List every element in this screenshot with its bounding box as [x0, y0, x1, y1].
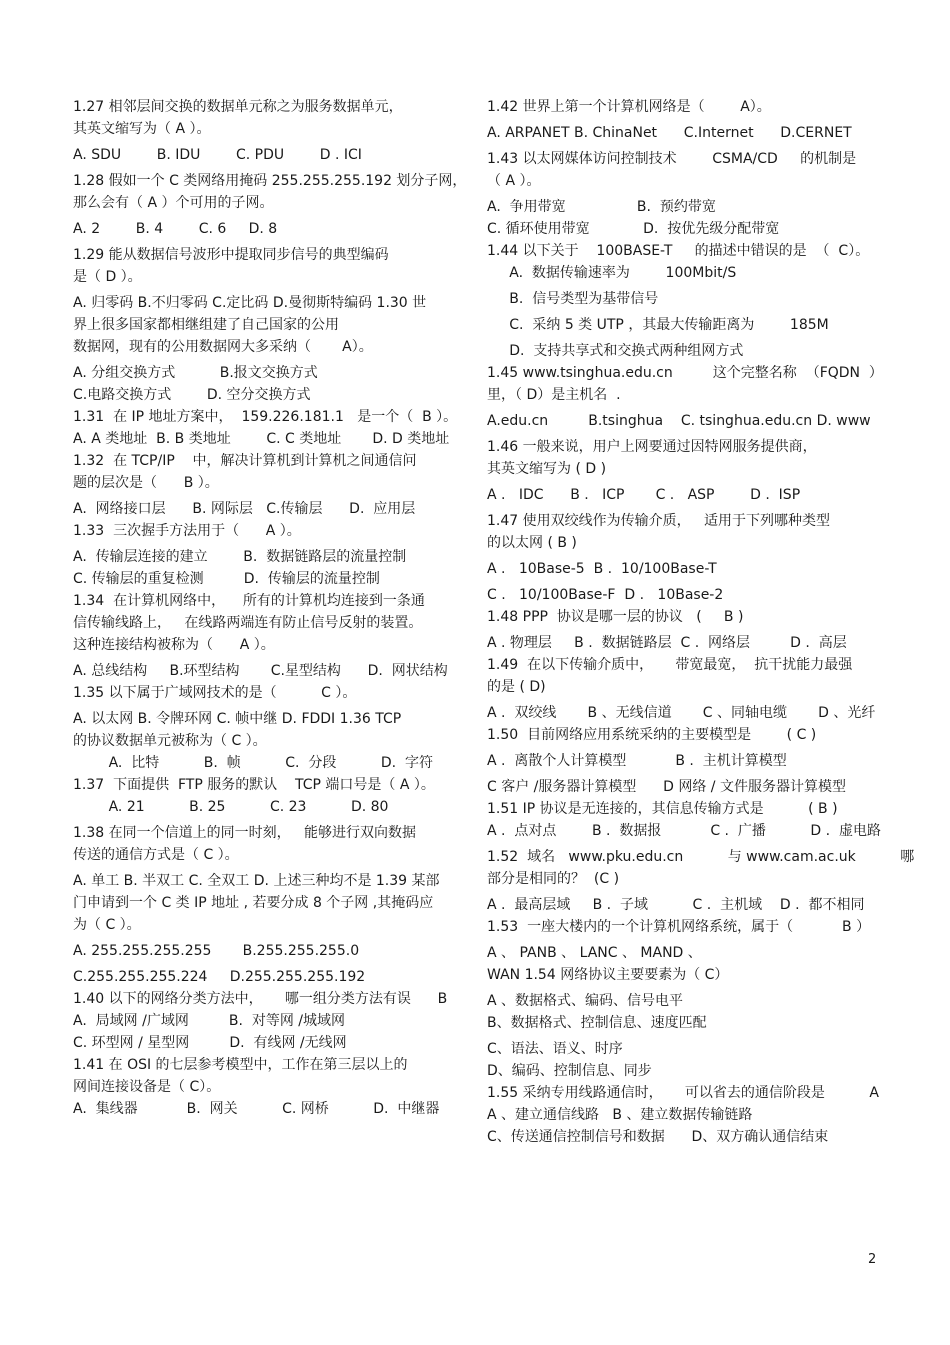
- text-line: 数据网，现有的公用数据网大多采纳（ A）。: [73, 339, 373, 355]
- text-line: 题的层次是（ B ）。: [73, 475, 219, 491]
- text-line: A. 单工 B. 半双工 C. 全双工 D. 上述三种均不是 1.39 某部: [73, 873, 440, 889]
- right-column: [487, 96, 915, 1148]
- text-line: 的是 ( D): [487, 679, 546, 695]
- text-line: C、语法、语义、时序: [487, 1041, 623, 1057]
- text-line: A. 数据传输速率为 100Mbit/S: [487, 265, 737, 281]
- text-line: A. SDU B. IDU C. PDU D . ICI: [73, 147, 362, 163]
- text-line: C. 传输层的重复检测 D. 传输层的流量控制: [73, 571, 380, 587]
- text-line: A . 最高层域 B . 子域 C . 主机域 D . 都不相同: [487, 897, 865, 913]
- text-line: A. ARPANET B. ChinaNet C.Internet D.CERNET: [487, 125, 852, 141]
- text-line: A. 传输层连接的建立 B. 数据链路层的流量控制: [73, 549, 407, 565]
- text-line: 1.37 下面提供 FTP 服务的默认 TCP 端口号是（ A ）。: [73, 777, 435, 793]
- text-line: A. 以太网 B. 令牌环网 C. 帧中继 D. FDDI 1.36 TCP: [73, 711, 402, 727]
- text-line: WAN 1.54 网络协议主要要素为（ C）: [487, 967, 729, 983]
- text-line: 1.27 相邻层间交换的数据单元称之为服务数据单元，: [73, 99, 403, 115]
- text-line: C 客户 /服务器计算模型 D 网络 / 文件服务器计算模型: [487, 779, 846, 795]
- text-line: 其英文缩写为（ A ）。: [73, 121, 211, 137]
- text-line: A. 争用带宽 B. 预约带宽: [487, 199, 716, 215]
- text-line: 1.49 在以下传输介质中， 带宽最宽， 抗干扰能力最强: [487, 657, 853, 673]
- text-line: A . 点对点 B . 数据报 C . 广播 D . 虚电路: [487, 823, 881, 839]
- text-line: A . 物理层 B . 数据链路层 C . 网络层 D . 高层: [487, 635, 847, 651]
- text-line: 其英文缩写为 ( D ): [487, 461, 607, 477]
- text-line: 1.55 采纳专用线路通信时， 可以省去的通信阶段是 A: [487, 1085, 879, 1101]
- text-line: 1.50 目前网络应用系统采纳的主要模型是 ( C ): [487, 727, 817, 743]
- text-line: 1.31 在 IP 地址方案中， 159.226.181.1 是一个（ B ）。: [73, 409, 458, 425]
- text-line: 这种连接结构被称为（ A ）。: [73, 637, 275, 653]
- text-line: 1.48 PPP 协议是哪一层的协议 ( B ): [487, 609, 744, 625]
- text-line: 1.46 一般来说，用户上网要通过因特网服务提供商，: [487, 439, 817, 455]
- text-line: C.电路交换方式 D. 空分交换方式: [73, 387, 311, 403]
- text-line: A. 总线结构 B.环型结构 C.星型结构 D. 网状结构: [73, 663, 448, 679]
- text-line: 信传输线路上， 在线路两端连有防止信号反射的装置。: [73, 615, 423, 631]
- text-line: A.edu.cn B.tsinghua C. tsinghua.edu.cn D. www: [487, 413, 871, 429]
- text-line: C、传送通信控制信号和数据 D、双方确认通信结束: [487, 1129, 829, 1145]
- text-line: A. 集线器 B. 网关 C. 网桥 D. 中继器: [73, 1101, 440, 1117]
- text-line: A. 分组交换方式 B.报文交换方式: [73, 365, 318, 381]
- text-line: 1.42 世界上第一个计算机网络是（ A）。: [487, 99, 771, 115]
- text-line: A. 2 B. 4 C. 6 D. 8: [73, 221, 278, 237]
- text-line: C . 10/100Base-F D . 10Base-2: [487, 587, 724, 603]
- text-line: C. 环型网 / 星型网 D. 有线网 /无线网: [73, 1035, 347, 1051]
- text-line: D. 支持共享式和交换式两种组网方式: [487, 343, 744, 359]
- text-line: A. 网络接口层 B. 网际层 C.传输层 D. 应用层: [73, 501, 416, 517]
- text-line: （ A ）。: [487, 173, 541, 189]
- text-line: A. 归零码 B.不归零码 C.定比码 D.曼彻斯特编码 1.30 世: [73, 295, 427, 311]
- text-line: 1.33 三次握手方法用于（ A ）。: [73, 523, 301, 539]
- text-line: 1.41 在 OSI 的七层参考模型中，工作在第三层以上的: [73, 1057, 408, 1073]
- text-line: 1.34 在计算机网络中， 所有的计算机均连接到一条通: [73, 593, 425, 609]
- text-line: A. A 类地址 B. B 类地址 C. C 类地址 D. D 类地址: [73, 431, 450, 447]
- text-line: 界上很多国家都相继组建了自己国家的公用: [73, 317, 339, 333]
- text-line: A 、数据格式、编码、信号电平: [487, 993, 684, 1009]
- text-line: 网间连接设备是（ C）。: [73, 1079, 221, 1095]
- text-line: 1.40 以下的网络分类方法中， 哪一组分类方法有误 B: [73, 991, 448, 1007]
- text-line: A. 255.255.255.255 B.255.255.255.0: [73, 943, 360, 959]
- text-line: 那么会有（ A ）个可用的子网。: [73, 195, 274, 211]
- text-line: 1.44 以下关于 100BASE-T 的描述中错误的是 （ C）。: [487, 243, 870, 259]
- text-line: 1.38 在同一个信道上的同一时刻， 能够进行双向数据: [73, 825, 416, 841]
- text-line: 是（ D ）。: [73, 269, 142, 285]
- text-line: 1.29 能从数据信号波形中提取同步信号的典型编码: [73, 247, 389, 263]
- text-line: 1.52 域名 www.pku.edu.cn 与 www.cam.ac.uk 哪: [487, 849, 915, 865]
- text-line: A. 比特 B. 帧 C. 分段 D. 字符: [73, 755, 434, 771]
- text-line: C.255.255.255.224 D.255.255.255.192: [73, 969, 366, 985]
- text-line: A . 10Base-5 B . 10/100Base-T: [487, 561, 717, 577]
- text-line: B. 信号类型为基带信号: [487, 291, 659, 307]
- text-line: 的协议数据单元被称为（ C ）。: [73, 733, 267, 749]
- text-line: 门申请到一个 C 类 IP 地址 , 若要分成 8 个子网 ,其掩码应: [73, 895, 434, 911]
- text-line: B、数据格式、控制信息、速度匹配: [487, 1015, 707, 1031]
- left-column: [73, 96, 468, 1120]
- text-line: 1.47 使用双绞线作为传输介质， 适用于下列哪种类型: [487, 513, 830, 529]
- text-line: 1.32 在 TCP/IP 中，解决计算机到计算机之间通信问: [73, 453, 417, 469]
- text-line: 1.51 IP 协议是无连接的，其信息传输方式是 ( B ): [487, 801, 838, 817]
- text-line: C. 循环使用带宽 D. 按优先级分配带宽: [487, 221, 780, 237]
- page-number: 2: [868, 1252, 877, 1267]
- text-line: A. 局域网 /广域网 B. 对等网 /城域网: [73, 1013, 346, 1029]
- text-line: 1.43 以太网媒体访问控制技术 CSMA/CD 的机制是: [487, 151, 857, 167]
- text-line: 1.53 一座大楼内的一个计算机网络系统，属于（ B ）: [487, 919, 871, 935]
- text-line: A. 21 B. 25 C. 23 D. 80: [73, 799, 389, 815]
- text-line: 部分是相同的？ (C ): [487, 871, 620, 887]
- text-line: 1.45 www.tsinghua.edu.cn 这个完整名称 （FQDN ）: [487, 365, 883, 381]
- text-line: A . 双绞线 B 、无线信道 C 、同轴电缆 D 、光纤: [487, 705, 876, 721]
- text-line: A 、建立通信线路 B 、建立数据传输链路: [487, 1107, 753, 1123]
- text-line: C. 采纳 5 类 UTP ，其最大传输距离为 185M: [487, 317, 829, 333]
- text-line: A 、 PANB 、 LANC 、 MAND 、: [487, 945, 702, 961]
- text-line: D、编码、控制信息、同步: [487, 1063, 652, 1079]
- text-line: 1.28 假如一个 C 类网络用掩码 255.255.255.192 划分子网，: [73, 173, 467, 189]
- text-line: 为（ C ）。: [73, 917, 141, 933]
- text-line: 的以太网 ( B ): [487, 535, 577, 551]
- text-line: A . 离散个人计算模型 B . 主机计算模型: [487, 753, 787, 769]
- text-line: A . IDC B . ICP C . ASP D . ISP: [487, 487, 801, 503]
- text-line: 里，（ D）是主机名 .: [487, 387, 621, 403]
- text-line: 传送的通信方式是（ C ）。: [73, 847, 239, 863]
- text-line: 1.35 以下属于广域网技术的是（ C ）。: [73, 685, 357, 701]
